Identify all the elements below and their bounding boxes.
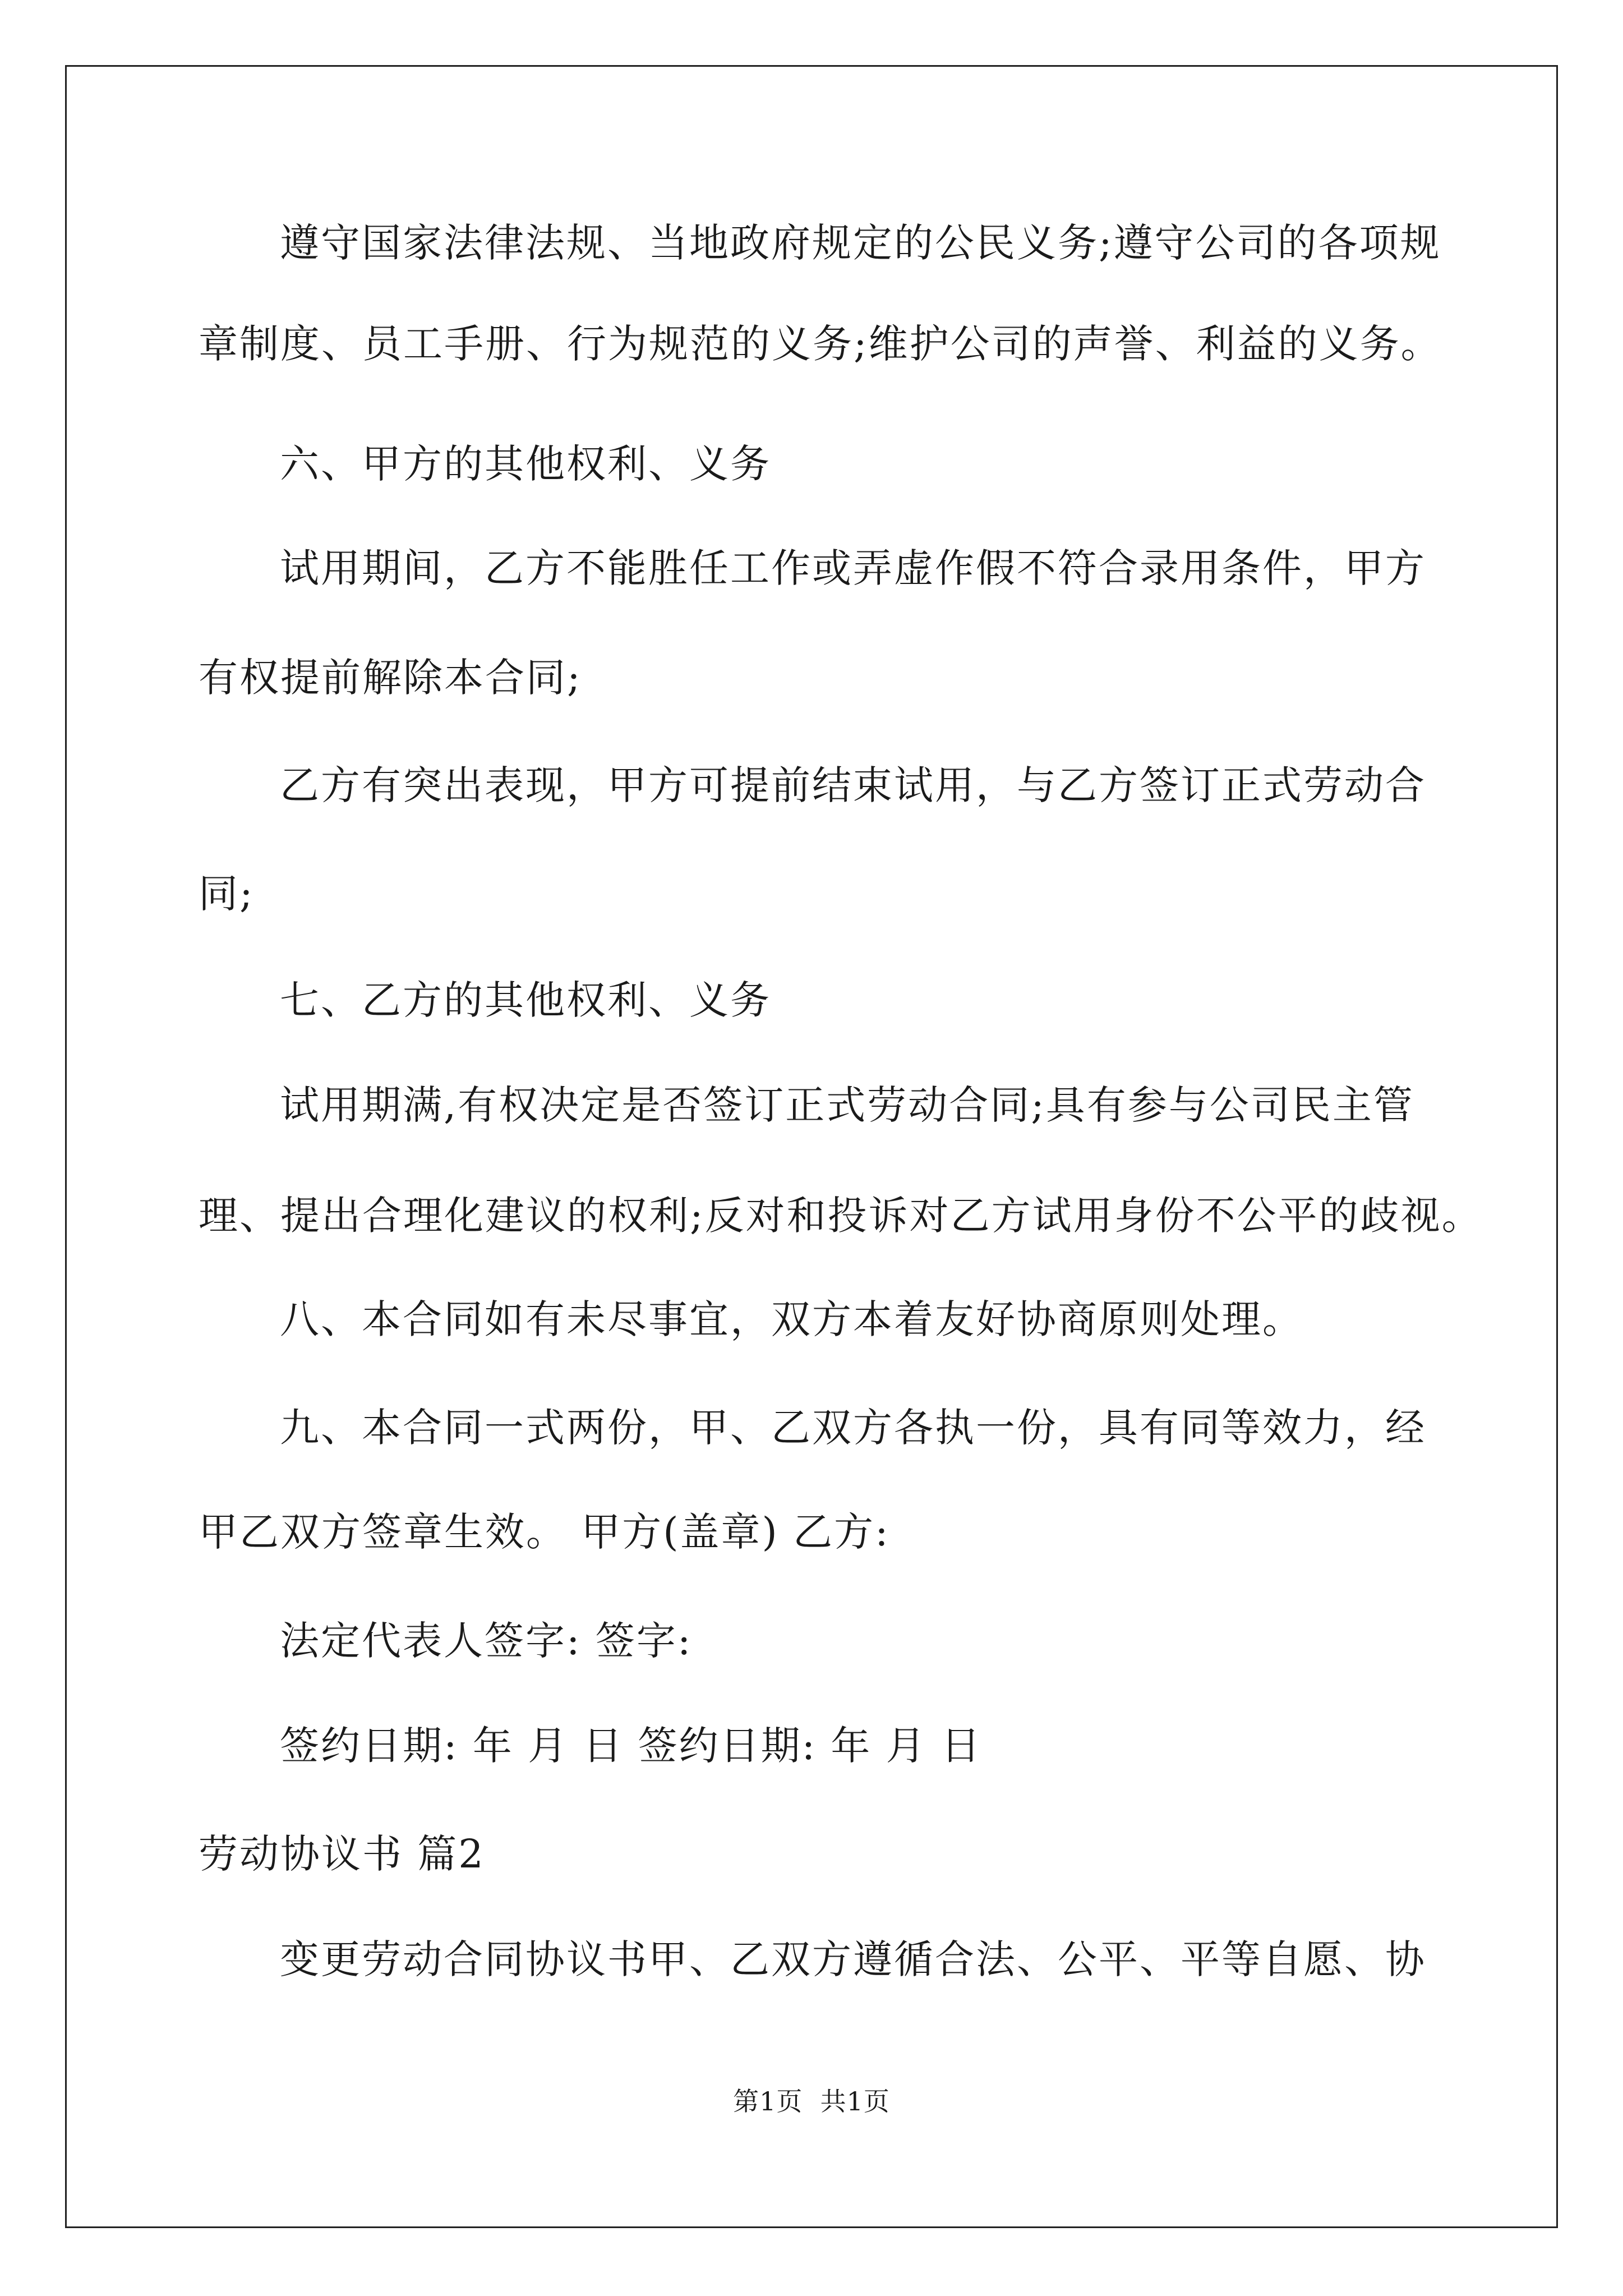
section-heading-9: 九、本合同一式两份，甲、乙双方各执一份，具有同等效力，经 xyxy=(280,1405,1426,1451)
paragraph-line: 试用期间，乙方不能胜任工作或弄虚作假不符合录用条件，甲方 xyxy=(280,545,1426,591)
page-border xyxy=(65,65,1558,2228)
section-heading-8: 八、本合同如有未尽事宜，双方本着友好协商原则处理。 xyxy=(280,1296,1303,1342)
signature-parties-line: 甲乙双方签章生效。 甲方(盖章) 乙方: xyxy=(199,1509,890,1555)
signing-date-line: 签约日期: 年 月 日 签约日期: 年 月 日 xyxy=(280,1723,982,1769)
paragraph-line: 同; xyxy=(199,871,255,917)
paragraph-line: 有权提前解除本合同; xyxy=(199,655,582,701)
paragraph-line: 变更劳动合同协议书甲、乙双方遵循合法、公平、平等自愿、协 xyxy=(280,1936,1426,1982)
article-title: 劳动协议书 篇2 xyxy=(199,1831,485,1877)
section-heading-6: 六、甲方的其他权利、义务 xyxy=(280,441,771,487)
paragraph-line: 遵守国家法律法规、当地政府规定的公民义务;遵守公司的各项规 xyxy=(280,220,1441,266)
paragraph-line: 乙方有突出表现，甲方可提前结束试用，与乙方签订正式劳动合 xyxy=(280,762,1426,808)
page-number-footer: 第1页 共1页 xyxy=(733,2086,890,2116)
paragraph-line: 理、提出合理化建议的权利;反对和投诉对乙方试用身份不公平的歧视。 xyxy=(199,1193,1483,1239)
section-heading-7: 七、乙方的其他权利、义务 xyxy=(280,977,771,1023)
signature-line: 法定代表人签字: 签字: xyxy=(280,1618,693,1664)
paragraph-line: 试用期满,有权决定是否签订正式劳动合同;具有参与公司民主管 xyxy=(280,1082,1414,1128)
paragraph-line: 章制度、员工手册、行为规范的义务;维护公司的声誉、利益的义务。 xyxy=(199,321,1442,367)
